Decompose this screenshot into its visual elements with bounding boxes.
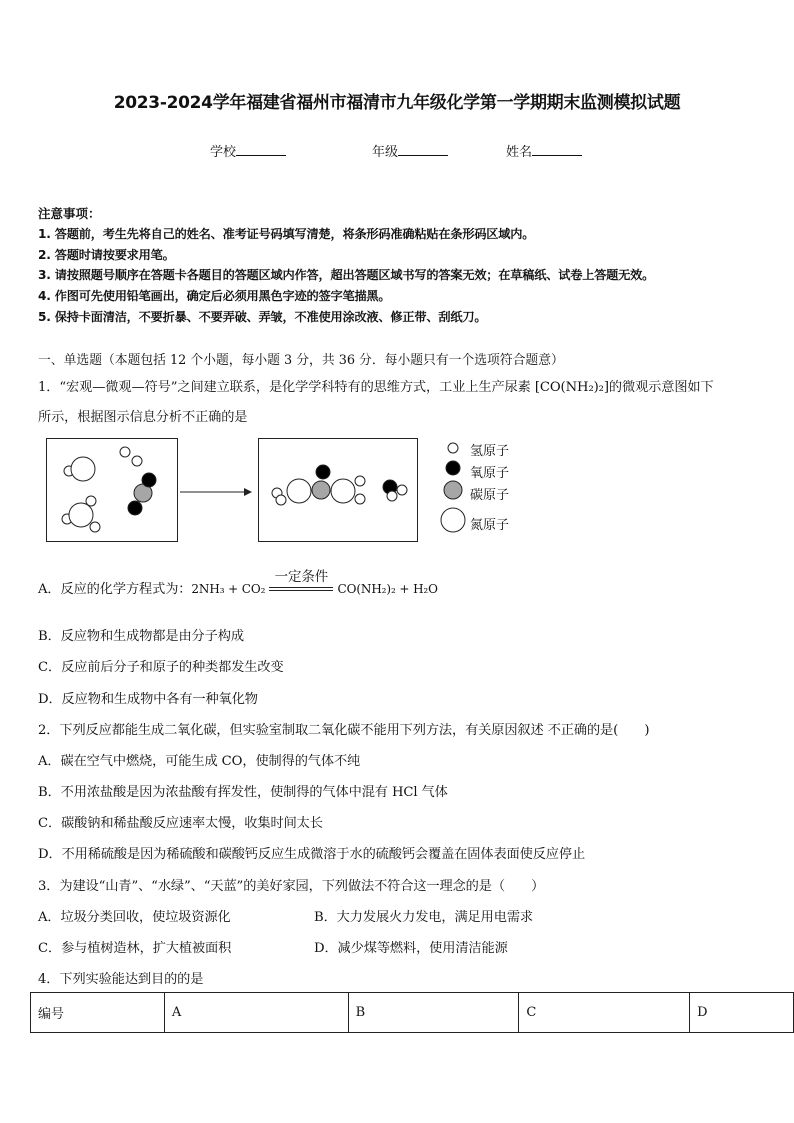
- q3-option-a: A．垃圾分类回收，使垃圾资源化: [38, 910, 231, 925]
- products-box: [258, 438, 418, 542]
- school-field: [210, 141, 286, 160]
- notice-item: 2. 答题时请按要求用笔。: [38, 248, 175, 262]
- hydrogen-atom: [120, 447, 130, 457]
- q3-option-c: C．参与植树造林，扩大植被面积: [38, 941, 232, 956]
- section-heading: 一、单选题（本题包括 12 个小题，每小题 3 分，共 36 分．每小题只有一个选项符合题意）: [38, 353, 564, 368]
- equation-line: [269, 587, 333, 588]
- notice-item: 3. 请按照题号顺序在答题卡各题目的答题区域内作答，超出答题区域书写的答案无效；在草稿纸、试卷上答题无效。: [38, 268, 655, 282]
- legend-hydrogen: 氢原子: [470, 444, 510, 459]
- q3-stem: 3．为建设“山青”、“水绿”、“天蓝”的美好家园，下列做法不符合这一理念的是（ ）: [38, 879, 545, 894]
- q3-option-b: B．大力发展火力发电，满足用电需求: [314, 910, 533, 925]
- name-blank: [532, 143, 582, 156]
- table-header-cell: C: [519, 993, 690, 1033]
- q1-condition-text: 一定条件: [274, 568, 329, 585]
- oxygen-legend-icon: [446, 461, 460, 475]
- grade-label: 年级: [372, 145, 399, 160]
- q2-option-d: D．不用稀硫酸是因为稀硫酸和碳酸钙反应生成微溶于水的硫酸钙会覆盖在固体表面使反应停止: [38, 847, 586, 862]
- legend-nitrogen: 氮原子: [470, 518, 510, 533]
- hydrogen-legend-icon: [448, 443, 458, 453]
- hydrogen-atom: [397, 485, 407, 495]
- q4-table: [30, 992, 794, 1033]
- q2-option-c: C．碳酸钠和稀盐酸反应速率太慢，收集时间太长: [38, 816, 323, 831]
- table-header-cell: A: [164, 993, 348, 1033]
- table-row: [31, 993, 794, 1033]
- q1-option-b: B．反应物和生成物都是由分子构成: [38, 629, 244, 644]
- hydrogen-atom: [355, 476, 365, 486]
- equation-line: [269, 590, 333, 591]
- nitrogen-atom: [71, 457, 95, 481]
- legend-carbon: 碳原子: [470, 488, 510, 503]
- nitrogen-atom: [287, 479, 311, 503]
- name-label: 姓名: [506, 145, 533, 160]
- notice-item: 1. 答题前，考生先将自己的姓名、准考证号码填写清楚，将条形码准确粘贴在条形码区域内。: [38, 227, 535, 241]
- reaction-arrow: [180, 484, 252, 500]
- q4-stem: 4．下列实验能达到目的的是: [38, 972, 204, 987]
- q2-stem: 2．下列反应都能生成二氧化碳，但实验室制取二氧化碳不能用下列方法，有关原因叙述 不正确的是( ): [38, 723, 650, 738]
- hydrogen-atom: [276, 495, 286, 505]
- hydrogen-atom: [90, 522, 100, 532]
- reactants-diagram: [47, 439, 177, 541]
- q3-option-d: D．减少煤等燃料，使用清洁能源: [314, 941, 508, 956]
- notice-heading: 注意事项：: [38, 206, 101, 221]
- table-header-cell: 编号: [31, 993, 165, 1033]
- table-header-cell: D: [690, 993, 794, 1033]
- carbon-atom: [312, 481, 330, 499]
- q1-equation-condition: [269, 568, 333, 597]
- q2-option-b: B．不用浓盐酸是因为浓盐酸有挥发性，使制得的气体中混有 HCl 气体: [38, 785, 448, 800]
- notice-item: 4. 作图可先使用铅笔画出，确定后必须用黑色字迹的签字笔描黑。: [38, 289, 391, 303]
- carbon-legend-icon: [444, 481, 462, 499]
- q1-option-d: D．反应物和生成物中各有一种氧化物: [38, 692, 258, 707]
- grade-blank: [398, 143, 448, 156]
- q1-option-a: [38, 568, 438, 597]
- nitrogen-legend-icon: [441, 508, 465, 532]
- table-header-cell: B: [348, 993, 519, 1033]
- nitrogen-atom: [331, 479, 355, 503]
- legend-markers: [440, 438, 466, 538]
- notice-item: 5. 保持卡面清洁，不要折暴、不要弄破、弄皱，不准使用涂改液、修正带、刮纸刀。: [38, 310, 487, 324]
- oxygen-atom: [142, 473, 156, 487]
- q2-option-a: A．碳在空气中燃烧，可能生成 CO，使制得的气体不纯: [38, 754, 361, 769]
- q1-option-c: C．反应前后分子和原子的种类都发生改变: [38, 660, 284, 675]
- page-title: 2023-2024学年福建省福州市福清市九年级化学第一学期期末监测模拟试题: [113, 93, 681, 113]
- reactants-box: [46, 438, 178, 542]
- q1-equation-right: CO(NH₂)₂ + H₂O: [337, 582, 438, 596]
- q1-stem-line2: 所示，根据图示信息分析不正确的是: [38, 410, 248, 425]
- oxygen-atom: [316, 465, 330, 479]
- nitrogen-atom: [69, 503, 93, 527]
- hydrogen-atom: [132, 456, 142, 466]
- q1-equation-left: 2NH₃ + CO₂: [191, 582, 266, 596]
- school-blank: [236, 143, 286, 156]
- q1-option-a-prefix: A．反应的化学方程式为：: [38, 582, 192, 597]
- legend-oxygen: 氧原子: [470, 466, 510, 481]
- oxygen-atom: [128, 501, 142, 515]
- products-diagram: [259, 439, 417, 541]
- q1-stem-line1: 1．“宏观—微观—符号”之间建立联系，是化学学科特有的思维方式，工业上生产尿素 [CO(NH₂)₂]的微观示意图如下: [38, 380, 714, 395]
- hydrogen-atom: [387, 491, 397, 501]
- hydrogen-atom: [355, 494, 365, 504]
- school-label: 学校: [210, 145, 237, 160]
- grade-field: [372, 141, 448, 160]
- name-field: [506, 141, 582, 160]
